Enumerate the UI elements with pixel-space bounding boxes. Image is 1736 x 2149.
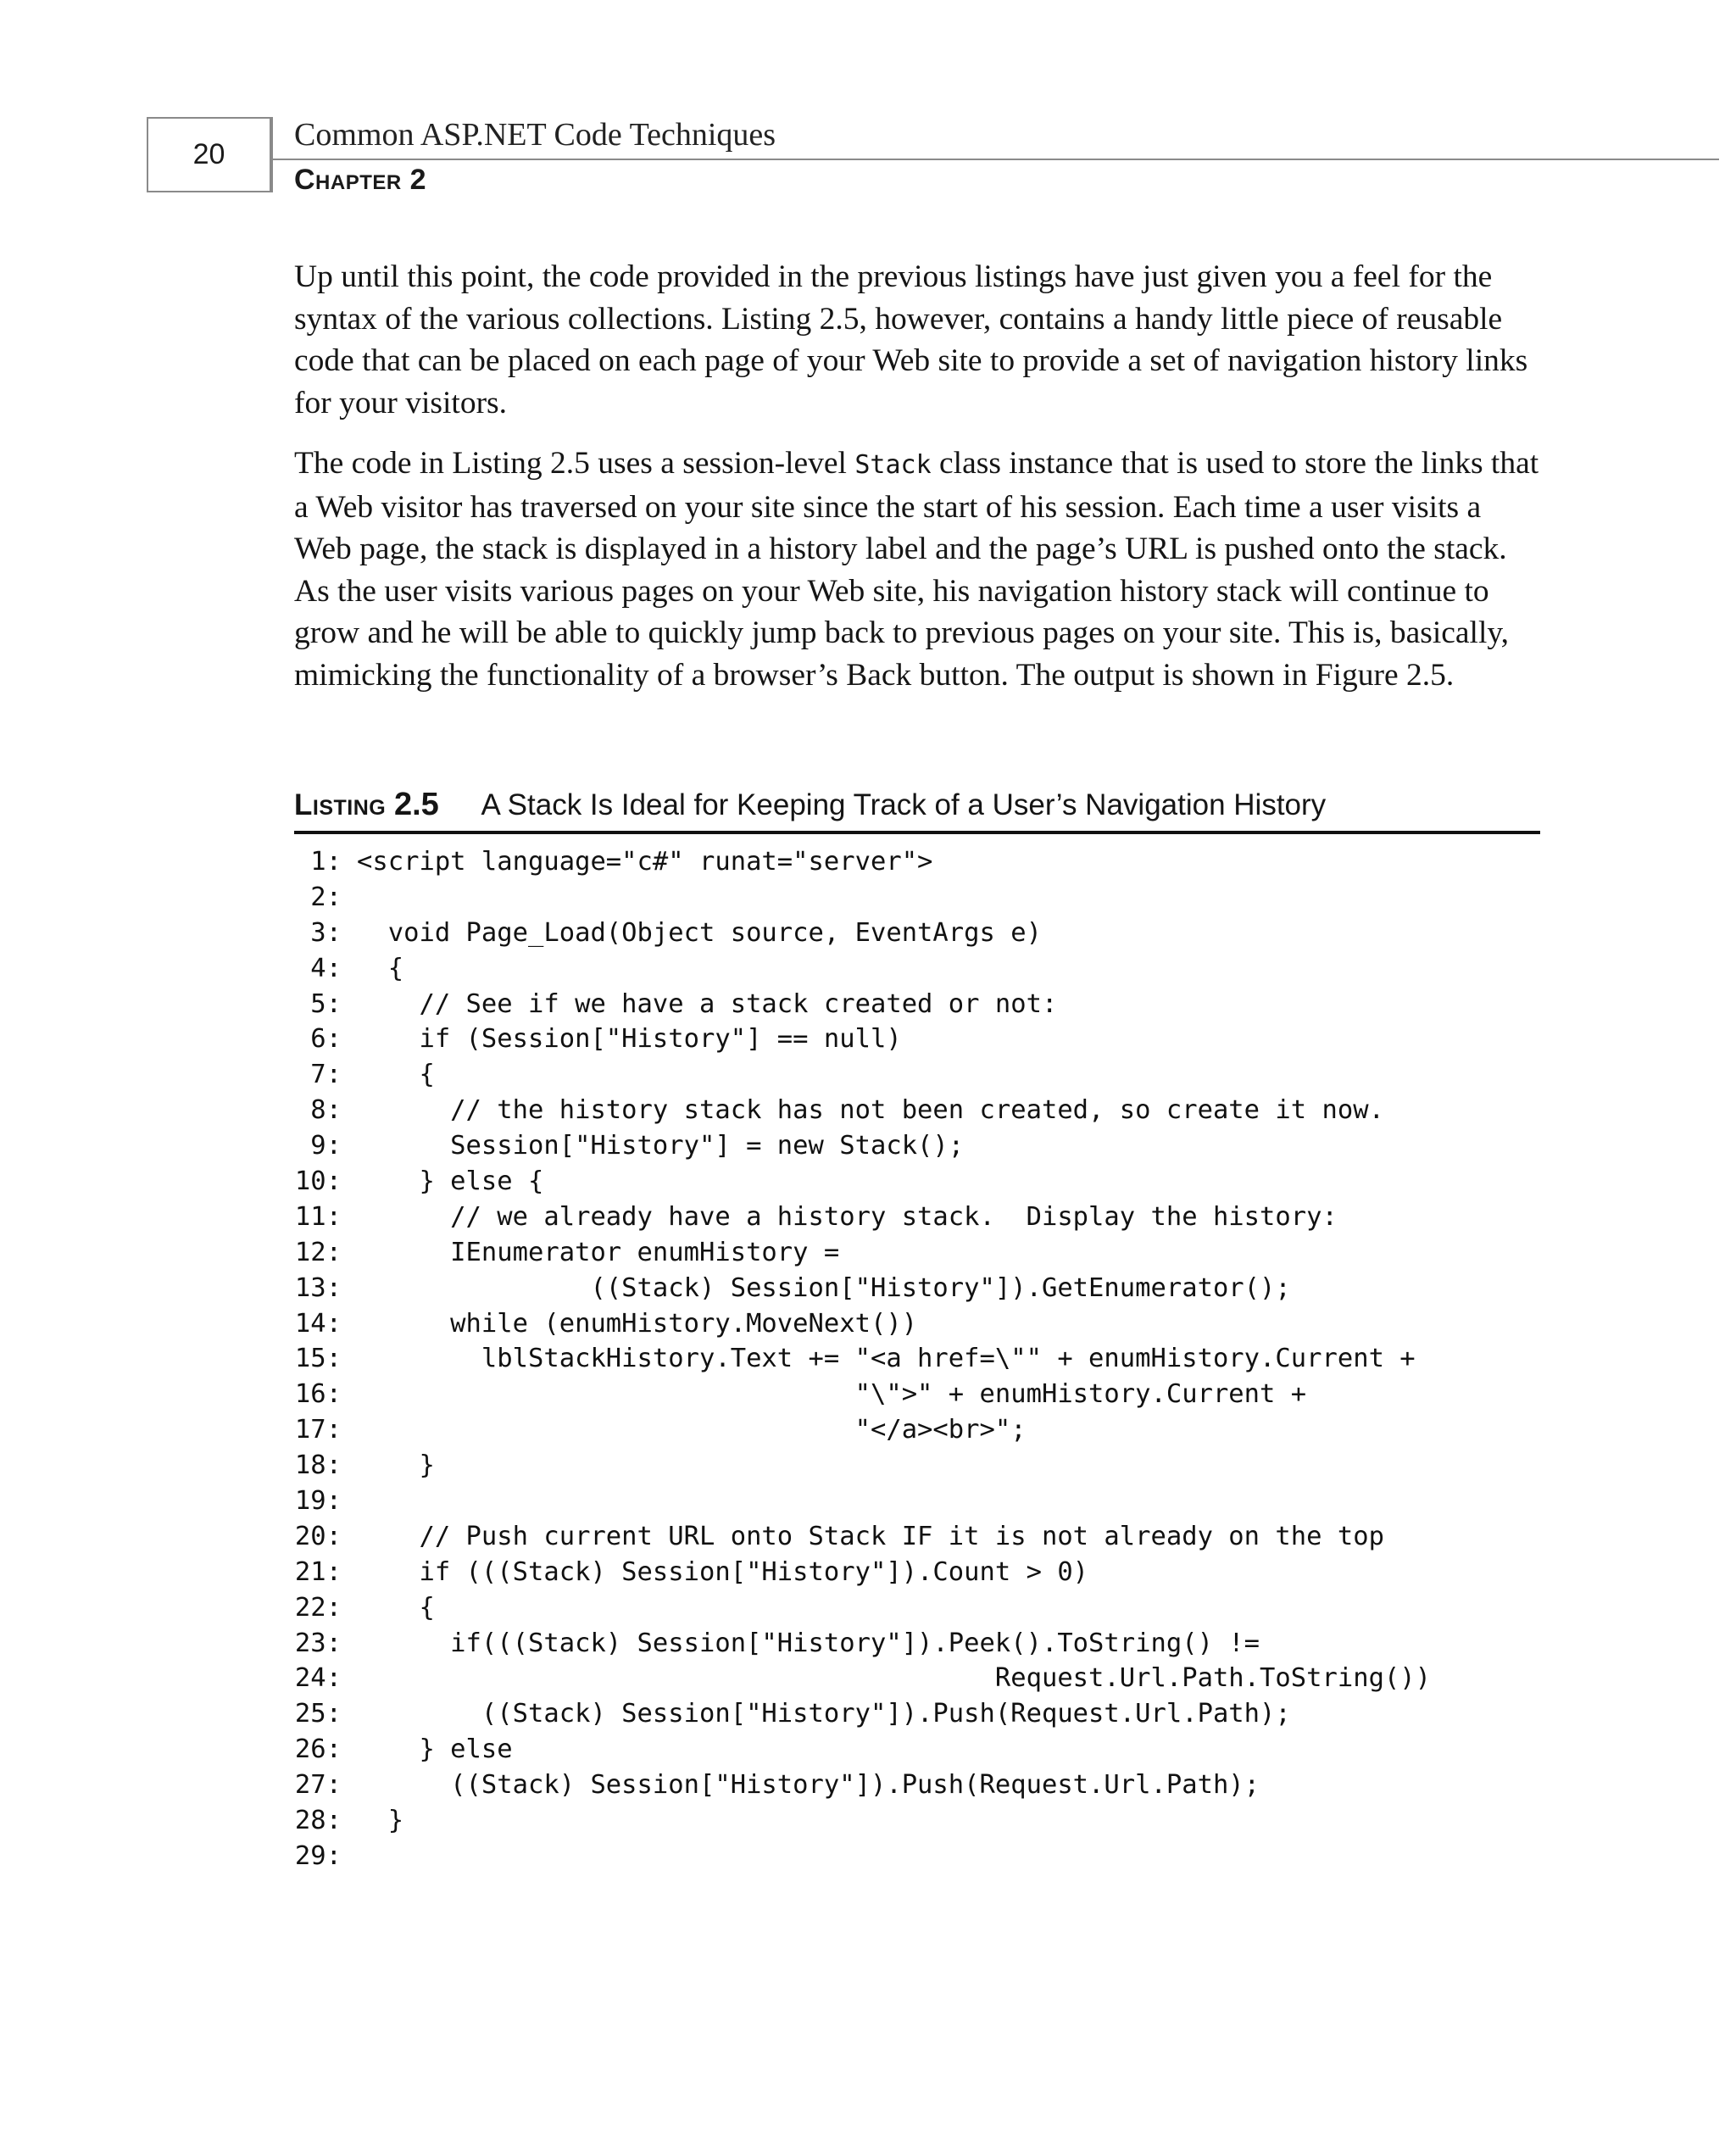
line-code: // See if we have a stack created or not:: [357, 988, 1058, 1019]
line-code: Request.Url.Path.ToString()): [357, 1663, 1432, 1694]
code-line: [294, 1448, 1718, 1484]
paragraph-1: Up until this point, the code provided in the previous listings have just given you a feel for the syntax of the various collections. Listing 2.5, however, contains a handy little piece of reusable code that can be placed on each page of your Web site to provide a set of navigation history links for your visitors.: [294, 259, 1528, 420]
code-line: [294, 1590, 1718, 1626]
code-line: [294, 1803, 1718, 1839]
line-number: 4:: [310, 953, 342, 983]
listing-number: 2.5: [393, 787, 439, 822]
line-code: }: [357, 1806, 404, 1836]
line-number: 27:: [294, 1770, 342, 1801]
line-number: 22:: [294, 1592, 342, 1623]
line-code: void Page_Load(Object source, EventArgs e): [357, 917, 1042, 948]
line-code: if (((Stack) Session["History"]).Count > 0): [357, 1556, 1089, 1587]
line-number: 7:: [310, 1060, 342, 1090]
line-number: 18:: [294, 1450, 342, 1481]
line-code: while (enumHistory.MoveNext()): [357, 1308, 918, 1339]
line-number: 14:: [294, 1308, 342, 1339]
code-line: [294, 1484, 1718, 1519]
line-number: 20:: [294, 1521, 342, 1551]
line-code: [342, 1839, 357, 1874]
code-line: [294, 1341, 1718, 1377]
line-number: 9:: [310, 1131, 342, 1161]
line-number: 10:: [294, 1166, 342, 1197]
listing-rule: [294, 831, 1540, 834]
code-line: [294, 1057, 1718, 1093]
line-number: 24:: [294, 1663, 342, 1694]
code-line: [294, 1768, 1718, 1803]
line-code: {: [357, 1592, 435, 1623]
listing-caption: [294, 787, 1540, 823]
line-code: // Push current URL onto Stack IF it is not already on the top: [357, 1521, 1384, 1551]
line-code: [342, 1484, 357, 1519]
code-line: [294, 1661, 1718, 1696]
line-code: // the history stack has not been created, so create it now.: [357, 1095, 1384, 1126]
line-code: } else {: [357, 1166, 544, 1197]
line-code: [342, 880, 357, 916]
line-number: 16:: [294, 1379, 342, 1410]
code-listing: [294, 844, 1718, 1874]
code-line: [294, 844, 1718, 880]
line-code: } else: [357, 1734, 513, 1765]
line-number: 29:: [294, 1840, 342, 1871]
line-code: Session["History"] = new Stack();: [357, 1131, 965, 1161]
page-number: 20: [147, 117, 271, 192]
code-line: [294, 951, 1718, 987]
code-line: [294, 1128, 1718, 1164]
line-number: 19:: [294, 1486, 342, 1517]
line-code: lblStackHistory.Text += "<a href=\"" + enumHistory.Current +: [357, 1344, 1416, 1374]
line-number: 15:: [294, 1344, 342, 1374]
listing-title: A Stack Is Ideal for Keeping Track of a User’s Navigation History: [481, 788, 1327, 821]
line-number: 28:: [294, 1806, 342, 1836]
line-code: <script language="c#" runat="server">: [357, 847, 933, 877]
paragraph-2-text-start: The code in Listing 2.5 uses a session-level: [294, 446, 855, 481]
paragraph-2: [294, 443, 1540, 696]
line-code: if (Session["History"] == null): [357, 1024, 902, 1055]
body-text: [294, 256, 1540, 715]
code-line: [294, 1022, 1718, 1057]
header-rule: [271, 159, 1719, 160]
code-line: [294, 1200, 1718, 1235]
code-line: [294, 916, 1718, 951]
paragraph-2-text-end: class instance that is used to store the links that a Web visitor has traversed on your site since the start of his session. Each time a user visits a Web page, the stack is displayed in a history label and the page’s URL is pushed onto the stack. As the user visits various pages on your Web site, his navigation history stack will continue to grow and he will be able to quickly jump back to previous pages on your site. This is, basically, mimicking the functionality of a browser’s Back button. The output is shown in Figure 2.5.: [294, 446, 1539, 693]
code-line: [294, 1626, 1718, 1662]
line-number: 26:: [294, 1734, 342, 1765]
inline-code-stack: Stack: [854, 450, 932, 480]
line-number: 17:: [294, 1415, 342, 1445]
line-number: 5:: [310, 988, 342, 1019]
line-code: IEnumerator enumHistory =: [357, 1237, 840, 1267]
code-line: [294, 1306, 1718, 1342]
line-number: 3:: [310, 917, 342, 948]
code-line: [294, 1164, 1718, 1200]
line-code: "\">" + enumHistory.Current +: [357, 1379, 1307, 1410]
line-number: 12:: [294, 1237, 342, 1267]
code-line: [294, 1732, 1718, 1768]
line-code: {: [357, 953, 404, 983]
code-line: [294, 1235, 1718, 1271]
line-number: 21:: [294, 1556, 342, 1587]
line-number: 13:: [294, 1272, 342, 1303]
line-code: // we already have a history stack. Display the history:: [357, 1201, 1338, 1232]
code-line: [294, 1696, 1718, 1732]
line-number: 11:: [294, 1201, 342, 1232]
code-line: [294, 1093, 1718, 1128]
line-number: 6:: [310, 1024, 342, 1055]
line-number: 1:: [310, 847, 342, 877]
code-line: [294, 987, 1718, 1022]
listing-label: Listing: [294, 788, 387, 821]
line-code: "</a><br>";: [357, 1415, 1027, 1445]
line-code: ((Stack) Session["History"]).Push(Request.Url.Path);: [357, 1770, 1260, 1801]
line-code: {: [357, 1060, 435, 1090]
line-code: }: [357, 1450, 435, 1481]
line-number: 2:: [310, 882, 342, 912]
line-number: 23:: [294, 1628, 342, 1658]
line-code: ((Stack) Session["History"]).Push(Request.Url.Path);: [357, 1699, 1291, 1729]
chapter-label: Chapter 2: [294, 164, 427, 196]
line-number: 25:: [294, 1699, 342, 1729]
code-line: [294, 1555, 1718, 1590]
line-code: if(((Stack) Session["History"]).Peek().ToString() !=: [357, 1628, 1260, 1658]
code-line: [294, 1377, 1718, 1412]
running-title: Common ASP.NET Code Techniques: [294, 117, 776, 153]
header-divider-vertical: [271, 117, 273, 192]
running-head: [271, 114, 1736, 199]
code-line: [294, 1271, 1718, 1306]
line-code: ((Stack) Session["History"]).GetEnumerator();: [357, 1272, 1291, 1303]
code-line: [294, 1519, 1718, 1555]
code-line: [294, 1412, 1718, 1448]
line-number: 8:: [310, 1095, 342, 1126]
code-line: [294, 880, 1718, 916]
code-line: [294, 1839, 1718, 1874]
